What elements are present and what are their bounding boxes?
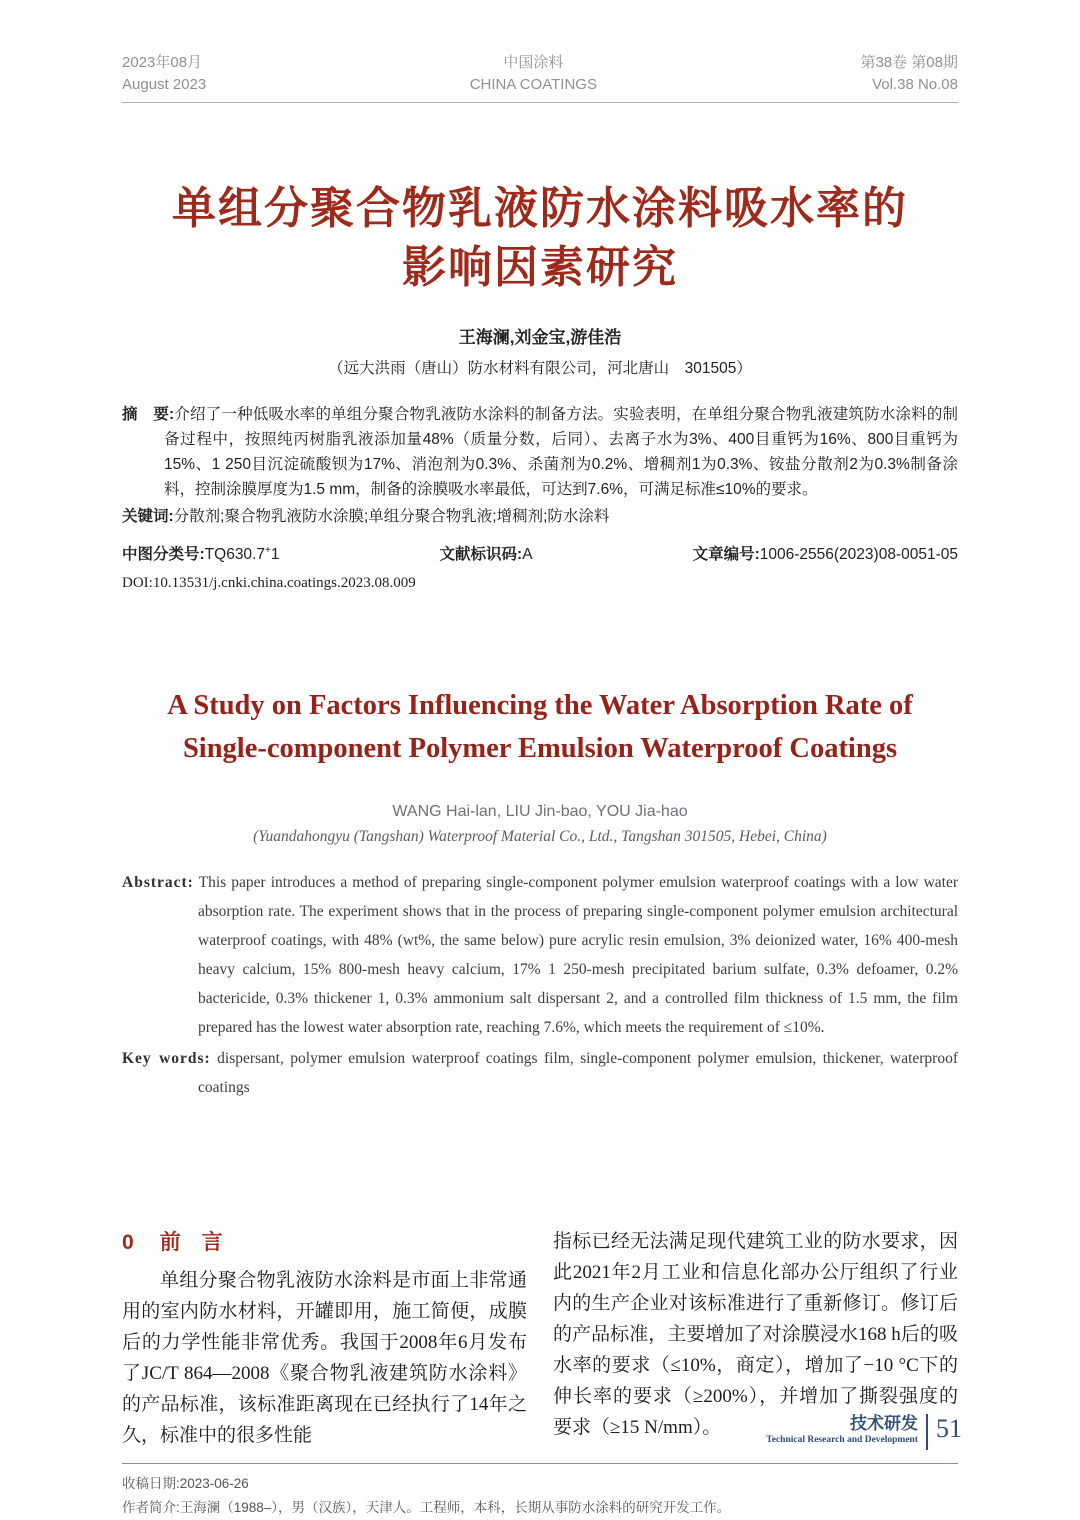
section-title: 前 言	[159, 1231, 223, 1254]
header-issue-date	[122, 52, 206, 96]
abstract-en-label: Abstract:	[122, 874, 194, 891]
footer-section-en: Technical Research and Development	[766, 1435, 918, 1445]
author-bio: 作者简介:王海澜（1988–），男（汉族），天津人。工程师，本科，长期从事防水涂料的研究开发工作。	[122, 1500, 731, 1515]
intro-paragraph-right: 指标已经无法满足现代建筑工业的防水要求，因此2021年2月工业和信息化部办公厅组织了行业内的生产企业对该标准进行了重新修订。修订后的产品标准，主要增加了对涂膜浸水168 h后的吸水率的要求（≤10%，商定），增加了−10 °C下的伸长率的要求（≥200%），并增加了撕裂强度的要求（≥15 N/mm）。	[553, 1231, 958, 1438]
abstract-cn-text: 介绍了一种低吸水率的单组分聚合物乳液防水涂料的制备方法。实验表明，在单组分聚合物乳液建筑防水涂料的制备过程中，按照纯丙树脂乳液添加量48%（质量分数，后同）、去离子水为3%、400目重钙为16%、800目重钙为15%、1 250目沉淀硫酸钡为17%、消泡剂为0.3%、杀菌剂为0.2%、增稠剂1为0.3%、铵盐分散剂2为0.3%制备涂料，控制涂膜厚度为1.5 mm，制备的涂膜吸水率最低，可达到7.6%，可满足标准≤10%的要求。	[164, 406, 958, 498]
journal-header	[122, 52, 958, 103]
abstract-cn-label: 摘 要:	[122, 406, 175, 423]
volume-issue-cn: 第38卷 第08期	[860, 54, 958, 71]
article-title-en-line1: A Study on Factors Influencing the Water Absorption Rate of	[167, 690, 913, 721]
keywords-cn-label: 关键词:	[122, 508, 174, 525]
doi: DOI:10.13531/j.cnki.china.coatings.2023.08.009	[122, 575, 416, 591]
keywords-cn-text: 分散剂;聚合物乳液防水涂膜;单组分聚合物乳液;增稠剂;防水涂料	[173, 508, 610, 525]
document-code-value: A	[522, 546, 533, 563]
article-title-cn-line1: 单组分聚合物乳液防水涂料吸水率的	[172, 184, 908, 233]
clc-suffix: 1	[270, 546, 280, 563]
footer-section-labels	[766, 1414, 926, 1446]
abstract-cn	[122, 402, 958, 502]
authors-en: WANG Hai-lan, LIU Jin-bao, YOU Jia-hao	[392, 803, 688, 820]
affiliation-cn: （远大洪雨（唐山）防水材料有限公司，河北唐山 301505）	[328, 360, 752, 377]
affiliation-en: (Yuandahongyu (Tangshan) Waterproof Material Co., Ltd., Tangshan 301505, Hebei, China)	[253, 828, 827, 845]
article-meta-row	[122, 542, 958, 564]
document-code-label: 文献标识码:	[439, 546, 523, 563]
section-number: 0	[122, 1231, 134, 1254]
clc-label: 中图分类号:	[122, 546, 205, 563]
header-date-en: August 2023	[122, 76, 207, 93]
clc-superscript: +	[264, 544, 271, 556]
footer-section-cn: 技术研发	[850, 1414, 918, 1433]
article-title-cn-line2: 影响因素研究	[402, 243, 678, 292]
keywords-en-label: Key words:	[122, 1050, 211, 1067]
header-date-cn: 2023年08月	[122, 54, 203, 71]
keywords-en-text: dispersant, polymer emulsion waterproof coatings film, single-component polymer emulsion, thickener, waterproof coatings	[198, 1050, 959, 1096]
page-number: 51	[936, 1414, 962, 1443]
keywords-en	[122, 1044, 958, 1102]
intro-paragraph-left: 单组分聚合物乳液防水涂料是市面上非常通用的室内防水材料，开罐即用，施工简便，成膜后的力学性能非常优秀。我国于2008年6月发布了JC/T 864—2008《聚合物乳液建筑防水涂料》的产品标准，该标准距离现在已经执行了14年之久，标准中的很多性能	[122, 1270, 527, 1446]
article-id-label: 文章编号:	[692, 546, 760, 563]
abstract-en-text: This paper introduces a method of preparing single-component polymer emulsion waterproof coatings with a low water absorption rate. The experiment shows that in the process of preparing single-component polymer emulsion architectural waterproof coatings, with 48% (wt%, the same below) pure acrylic resin emulsion, 3% deionized water, 16% 400-mesh heavy calcium, 15% 800-mesh heavy calcium, 17% 1 250-mesh precipitated barium sulfate, 0.3% defoamer, 0.2% bactericide, 0.3% thickener 1, 0.3% ammonium salt dispersant 2, and a controlled film thickness of 1.5 mm, the film prepared has the lowest water absorption rate, reaching 7.6%, which meets the requirement of ≤10%.	[198, 874, 958, 1036]
volume-issue-en: Vol.38 No.08	[872, 76, 958, 93]
authors-cn: 王海澜,刘金宝,游佳浩	[458, 328, 622, 347]
header-journal-name	[470, 52, 597, 96]
page-footer	[766, 1414, 962, 1450]
article-title-en-line2: Single-component Polymer Emulsion Waterproof Coatings	[182, 733, 898, 764]
journal-name-en: CHINA COATINGS	[469, 76, 597, 93]
article-title-cn	[122, 179, 958, 297]
clc-number	[122, 542, 279, 564]
journal-page	[0, 52, 1080, 1515]
journal-name-cn: 中国涂料	[503, 54, 564, 71]
article-id	[693, 542, 958, 564]
header-volume-issue	[860, 52, 958, 96]
article-id-value: 1006-2556(2023)08-0051-05	[759, 546, 958, 563]
footnote-block	[122, 1463, 958, 1520]
clc-value: TQ630.7	[204, 546, 265, 563]
article-title-en	[122, 684, 958, 770]
keywords-cn	[122, 504, 958, 529]
section-heading-intro	[122, 1226, 527, 1256]
document-code	[440, 542, 533, 564]
intro-left-column	[122, 1226, 527, 1451]
received-date: 收稿日期:2023-06-26	[122, 1476, 249, 1491]
abstract-en	[122, 868, 958, 1042]
